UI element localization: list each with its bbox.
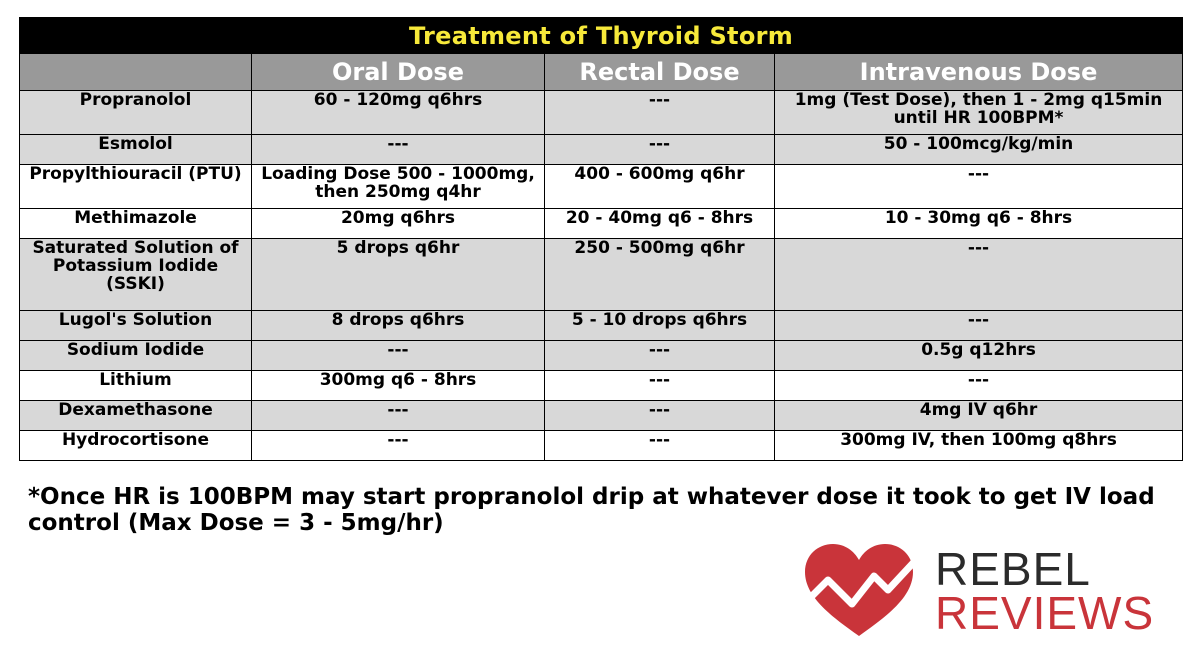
oral-dose: --- xyxy=(252,135,545,165)
table-row xyxy=(20,165,1183,209)
drug-name: Hydrocortisone xyxy=(20,431,252,461)
table-row xyxy=(20,311,1183,341)
thyroid-storm-table xyxy=(19,17,1183,461)
rectal-dose: 5 - 10 drops q6hrs xyxy=(545,311,775,341)
oral-dose: Loading Dose 500 - 1000mg, then 250mg q4hr xyxy=(252,165,545,209)
drug-name: Propylthiouracil (PTU) xyxy=(20,165,252,209)
footnote: *Once HR is 100BPM may start propranolol drip at whatever dose it took to get IV load control (Max Dose = 3 - 5mg/hr) xyxy=(28,484,1155,536)
oral-dose: --- xyxy=(252,401,545,431)
logo-line-1: REBEL xyxy=(935,543,1091,595)
rectal-dose: --- xyxy=(545,341,775,371)
drug-name: Esmolol xyxy=(20,135,252,165)
rectal-dose: --- xyxy=(545,371,775,401)
column-header-oral: Oral Dose xyxy=(252,54,545,91)
table-row xyxy=(20,135,1183,165)
rebel-reviews-logo xyxy=(800,540,1160,640)
rectal-dose: --- xyxy=(545,401,775,431)
iv-dose: 0.5g q12hrs xyxy=(775,341,1183,371)
iv-dose: --- xyxy=(775,165,1183,209)
logo-line-2: REVIEWS xyxy=(935,587,1155,639)
oral-dose: 20mg q6hrs xyxy=(252,209,545,239)
rectal-dose: --- xyxy=(545,135,775,165)
table-row xyxy=(20,239,1183,311)
column-header-rectal: Rectal Dose xyxy=(545,54,775,91)
drug-name: Dexamethasone xyxy=(20,401,252,431)
drug-name: Propranolol xyxy=(20,91,252,135)
drug-name: Lithium xyxy=(20,371,252,401)
table-title-row xyxy=(20,18,1183,54)
table-row xyxy=(20,209,1183,239)
table-header-row xyxy=(20,54,1183,91)
table-row xyxy=(20,371,1183,401)
table-title: Treatment of Thyroid Storm xyxy=(20,18,1183,54)
oral-dose: 8 drops q6hrs xyxy=(252,311,545,341)
rectal-dose: --- xyxy=(545,431,775,461)
drug-name: Lugol's Solution xyxy=(20,311,252,341)
iv-dose: 300mg IV, then 100mg q8hrs xyxy=(775,431,1183,461)
table-row xyxy=(20,91,1183,135)
heart-ekg-icon xyxy=(800,540,918,640)
oral-dose: 5 drops q6hr xyxy=(252,239,545,311)
iv-dose: --- xyxy=(775,239,1183,311)
table-row xyxy=(20,341,1183,371)
iv-dose: 50 - 100mcg/kg/min xyxy=(775,135,1183,165)
rectal-dose: --- xyxy=(545,91,775,135)
rectal-dose: 400 - 600mg q6hr xyxy=(545,165,775,209)
table-row xyxy=(20,401,1183,431)
column-header-iv: Intravenous Dose xyxy=(775,54,1183,91)
drug-name: Methimazole xyxy=(20,209,252,239)
column-header-drug xyxy=(20,54,252,91)
iv-dose: 10 - 30mg q6 - 8hrs xyxy=(775,209,1183,239)
table-row xyxy=(20,431,1183,461)
oral-dose: 60 - 120mg q6hrs xyxy=(252,91,545,135)
drug-name: Saturated Solution of Potassium Iodide (SSKI) xyxy=(20,239,252,311)
rectal-dose: 250 - 500mg q6hr xyxy=(545,239,775,311)
oral-dose: 300mg q6 - 8hrs xyxy=(252,371,545,401)
iv-dose: 1mg (Test Dose), then 1 - 2mg q15min until HR 100BPM* xyxy=(775,91,1183,135)
oral-dose: --- xyxy=(252,341,545,371)
oral-dose: --- xyxy=(252,431,545,461)
iv-dose: 4mg IV q6hr xyxy=(775,401,1183,431)
iv-dose: --- xyxy=(775,311,1183,341)
rectal-dose: 20 - 40mg q6 - 8hrs xyxy=(545,209,775,239)
drug-name: Sodium Iodide xyxy=(20,341,252,371)
iv-dose: --- xyxy=(775,371,1183,401)
